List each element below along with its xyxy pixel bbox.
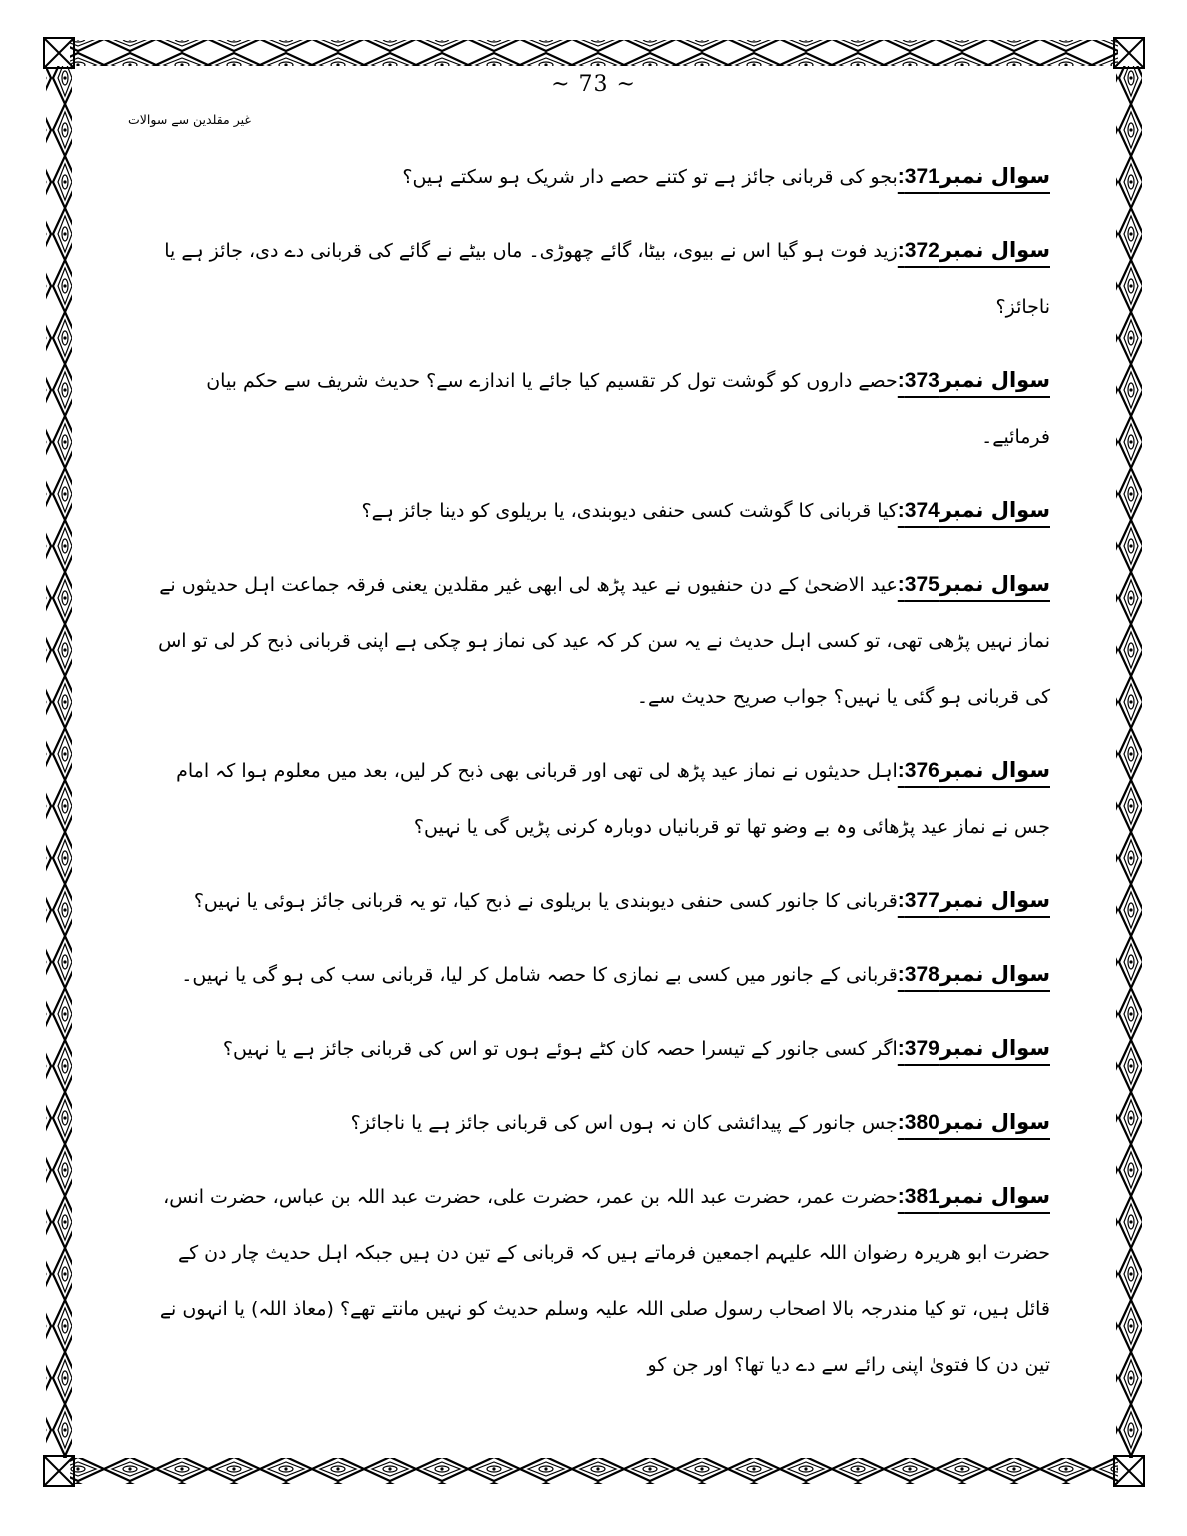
question-label: سوال نمبر371: <box>897 164 1050 188</box>
question-379 <box>150 1020 1050 1077</box>
question-376 <box>150 742 1050 855</box>
question-text: زید فوت ہو گیا اس نے بیوی، بیٹا، گائے چھوڑی۔ ماں بیٹے نے گائے کی قربانی دے دی، جائز ہے یا ناجائز؟ <box>164 240 1050 318</box>
question-label: سوال نمبر377: <box>897 888 1050 912</box>
question-text: قربانی کے جانور میں کسی بے نمازی کا حصہ شامل کر لیا، قربانی سب کی ہو گی یا نہیں۔ <box>181 964 898 986</box>
question-375 <box>150 556 1050 725</box>
question-label: سوال نمبر376: <box>897 758 1050 782</box>
page-number: ~ 73 ~ <box>551 72 636 97</box>
question-label: سوال نمبر379: <box>897 1036 1050 1060</box>
question-381 <box>150 1168 1050 1393</box>
question-label: سوال نمبر380: <box>897 1110 1050 1134</box>
question-380 <box>150 1094 1050 1151</box>
question-text: حضرت عمر، حضرت عبد اللہ بن عمر، حضرت علی، حضرت عبد اللہ بن عباس، حضرت انس، حضرت ابو ھریرہ رضوان اللہ علیہم اجمعین فرماتے ہیں کہ قربانی کے تین دن ہیں جبکہ اہل حدیث چار دن کے قائل ہیں، تو کیا مندرجہ بالا اصحاب رسول صلی اللہ علیہ وسلم حدیث کو نہیں مانتے تھے؟ (معاذ اللہ) یا انہوں نے تین دن کا فتویٰ اپنی رائے سے دے دیا تھا؟ اور جن کو <box>159 1186 1050 1376</box>
question-377 <box>150 872 1050 929</box>
question-text: کیا قربانی کا گوشت کسی حنفی دیوبندی، یا بریلوی کو دینا جائز ہے؟ <box>361 500 898 522</box>
question-label: سوال نمبر372: <box>897 238 1050 262</box>
question-label: سوال نمبر373: <box>897 368 1050 392</box>
question-label: سوال نمبر381: <box>897 1184 1050 1208</box>
question-label: سوال نمبر375: <box>897 572 1050 596</box>
question-372 <box>150 222 1050 335</box>
question-374 <box>150 482 1050 539</box>
question-text: اہل حدیثوں نے نماز عید پڑھ لی تھی اور قربانی بھی ذبح کر لیں، بعد میں معلوم ہوا کہ امام جس نے نماز عید پڑھائی وہ بے وضو تھا تو قربانیاں دوبارہ کرنی پڑیں گی یا نہیں؟ <box>176 760 1050 838</box>
question-text: قربانی کا جانور کسی حنفی دیوبندی یا بریلوی نے ذبح کیا، تو یہ قربانی جائز ہوئی یا نہیں؟ <box>193 890 898 912</box>
question-text: بجو کی قربانی جائز ہے تو کتنے حصے دار شریک ہو سکتے ہیں؟ <box>402 166 898 188</box>
question-list <box>150 148 1050 1410</box>
question-text: اگر کسی جانور کے تیسرا حصہ کان کٹے ہوئے ہوں تو اس کی قربانی جائز ہے یا نہیں؟ <box>222 1038 898 1060</box>
question-371 <box>150 148 1050 205</box>
question-378 <box>150 946 1050 1003</box>
question-text: جس جانور کے پیدائشی کان نہ ہوں اس کی قربانی جائز ہے یا ناجائز؟ <box>350 1112 898 1134</box>
question-373 <box>150 352 1050 465</box>
running-head: غیر مقلدین سے سوالات <box>128 112 251 127</box>
question-text: حصے داروں کو گوشت تول کر تقسیم کیا جائے یا اندازے سے؟ حدیث شریف سے حکم بیان فرمائیے۔ <box>206 370 1050 448</box>
question-label: سوال نمبر374: <box>897 498 1050 522</box>
question-label: سوال نمبر378: <box>897 962 1050 986</box>
question-text: عید الاضحیٰ کے دن حنفیوں نے عید پڑھ لی ابھی غیر مقلدین یعنی فرقہ جماعت اہل حدیثوں نے نماز نہیں پڑھی تھی، تو کسی اہل حدیث نے یہ سن کر کہ عید کی نماز ہو چکی ہے اپنی قربانی ذبح کر لی تو اس کی قربانی ہو گئی یا نہیں؟ جواب صریح حدیث سے۔ <box>158 574 1050 708</box>
